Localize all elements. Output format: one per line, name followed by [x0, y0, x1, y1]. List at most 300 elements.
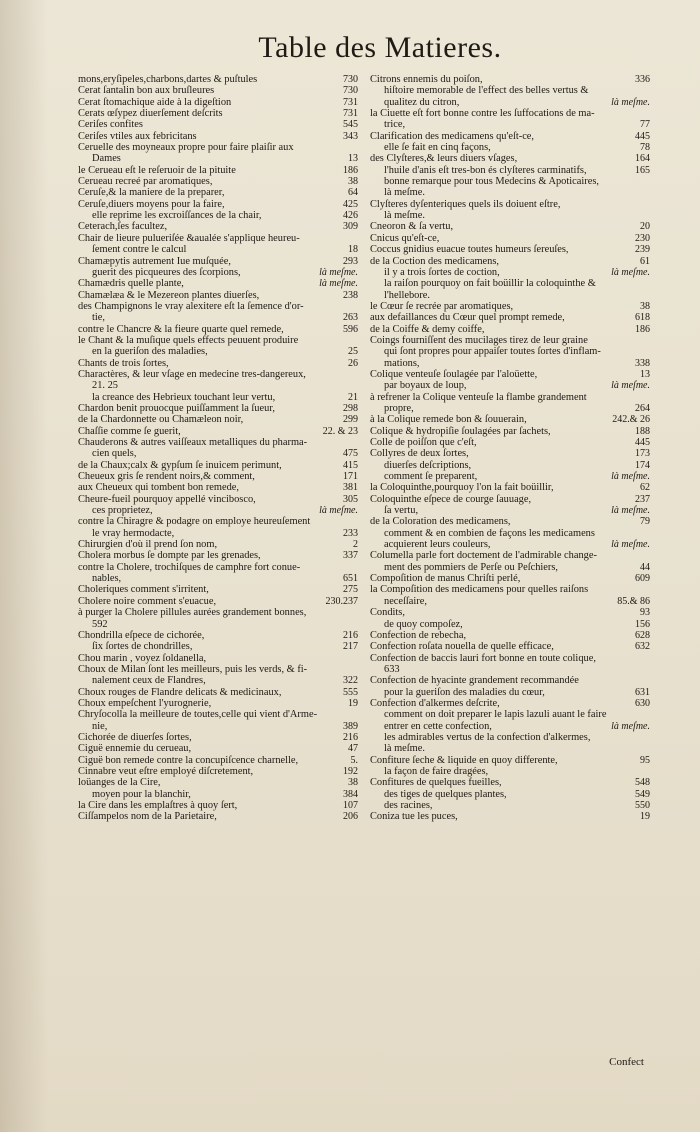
entry-page-number: 38	[348, 176, 358, 188]
entry-text: Columella parle fort doctement de l'admirable change-	[370, 550, 597, 562]
entry-page-number: 173	[635, 448, 650, 460]
index-entry	[370, 777, 650, 788]
entry-text: Chamædris quelle plante,	[78, 278, 184, 290]
entry-page-number: 188	[635, 425, 650, 437]
entry-page-number: 618	[635, 312, 650, 324]
index-entry	[78, 244, 358, 255]
entry-text: de la Chardonnette ou Chamæleon noir,	[78, 414, 244, 426]
entry-page-number: 630	[635, 697, 650, 709]
index-entry	[370, 460, 650, 471]
index-entry	[78, 369, 358, 380]
index-entry	[370, 392, 650, 403]
index-entry	[78, 301, 358, 312]
entry-page-number: 230.237	[325, 595, 358, 607]
entry-page-number: 237	[635, 493, 650, 505]
index-entry	[78, 732, 358, 743]
entry-text: Confection de hyacinte grandement recommandée	[370, 675, 579, 687]
entry-text: Clyſteres dyſenteriques quels ils doiuent eſtre,	[370, 198, 561, 210]
index-entry	[370, 176, 650, 187]
entry-text: des Champignons le vray alexitere eſt la ſemence d'or-	[78, 300, 304, 312]
entry-text: Compoſition de manus Chriſti perlé,	[370, 573, 521, 585]
entry-text: Confection de baccis lauri fort bonne en toute colique,	[370, 652, 596, 664]
entry-text: le Chant & la muſique quels effects peuuent produire	[78, 334, 299, 346]
entry-page-number: 62	[640, 482, 650, 494]
index-entry	[370, 290, 650, 301]
index-entry	[370, 584, 650, 595]
entry-text: ces proprietez,	[92, 505, 153, 517]
entry-page-number: 238	[343, 289, 358, 301]
entry-text: l'hellebore.	[384, 289, 431, 301]
index-entry	[370, 811, 650, 822]
entry-text: pour la gueriſon des maladies du cœur,	[384, 686, 545, 698]
catchword: Confect	[609, 1056, 644, 1068]
entry-text: cien quels,	[92, 448, 137, 460]
index-entry	[370, 131, 650, 142]
entry-text: la Ciuette eſt fort bonne contre les ſuffocations de ma-	[370, 108, 595, 120]
entry-page-number: 299	[343, 414, 358, 426]
entry-text: la Coloquinthe,pourquoy l'on la fait boüillir,	[370, 482, 554, 494]
entry-text: Cerats œſypez diuerſement deſcrits	[78, 108, 223, 120]
entry-text: de la Chaux;calx & gypſum ſe inuicem perimunt,	[78, 459, 282, 471]
entry-page-number: là meſme.	[611, 96, 650, 108]
entry-page-number: 64	[348, 187, 358, 199]
index-entry	[78, 221, 358, 232]
index-entry	[370, 324, 650, 335]
entry-text: moyen pour la blanchir,	[92, 788, 191, 800]
index-entry	[78, 528, 358, 539]
entry-page-number: 38	[640, 300, 650, 312]
entry-text: mations,	[384, 357, 420, 369]
entry-page-number: là meſme.	[319, 266, 358, 278]
entry-page-number: 156	[635, 618, 650, 630]
entry-text: Chair de lieure pulueriſée &aualée s'applique heureu-	[78, 232, 300, 244]
entry-text: là meſme.	[384, 187, 425, 199]
index-entry	[78, 131, 358, 142]
index-entry	[370, 743, 650, 754]
entry-text: ſa vertu,	[384, 505, 419, 517]
entry-text: Cheueux gris ſe rendent noirs,& comment,	[78, 471, 255, 483]
index-entry	[78, 641, 358, 652]
index-entry	[370, 142, 650, 153]
index-entry	[78, 562, 358, 573]
entry-page-number: 19	[640, 811, 650, 823]
entry-text: des tiges de quelques plantes,	[384, 788, 507, 800]
index-column-right	[370, 74, 650, 823]
index-entry	[78, 414, 358, 425]
index-entry	[78, 607, 358, 618]
index-entry	[78, 142, 358, 153]
index-entry	[78, 426, 358, 437]
index-entry	[78, 800, 358, 811]
index-entry	[78, 482, 358, 493]
index-entry	[78, 766, 358, 777]
entry-text: Ceruelle des moyneaux propre pour faire plaiſir aux	[78, 142, 294, 154]
index-entry	[78, 437, 358, 448]
entry-text: de la Coiffe & demy coiffe,	[370, 323, 485, 335]
entry-text: qualitez du citron,	[384, 96, 460, 108]
entry-text: Coccus gnidius euacue toutes humeurs ſereuſes,	[370, 244, 569, 256]
index-entry	[370, 244, 650, 255]
entry-page-number: 216	[343, 629, 358, 641]
entry-text: Chou marin , voyez ſoldanella,	[78, 652, 207, 664]
entry-text: Confitures de quelques fueilles,	[370, 777, 502, 789]
index-entry	[78, 743, 358, 754]
entry-text: comment ſe preparent,	[384, 471, 478, 483]
entry-text: de la Coloration des medicamens,	[370, 516, 511, 528]
index-entry	[370, 664, 650, 675]
index-entry	[78, 267, 358, 278]
index-entry	[370, 403, 650, 414]
entry-text: Cerat ſantalin bon aux bruſleures	[78, 85, 215, 97]
entry-text: en la gueriſon des maladies,	[92, 346, 208, 358]
index-entry	[370, 573, 650, 584]
entry-text: guerit des picqueures des ſcorpions,	[92, 266, 241, 278]
index-entry	[370, 528, 650, 539]
entry-page-number: 239	[635, 244, 650, 256]
index-entry	[370, 539, 650, 550]
entry-page-number: 475	[343, 448, 358, 460]
index-entry	[78, 392, 358, 403]
entry-page-number: 216	[343, 731, 358, 743]
entry-page-number: 242.& 26	[612, 414, 650, 426]
entry-page-number: 651	[343, 573, 358, 585]
index-entry	[370, 256, 650, 267]
entry-page-number: 381	[343, 482, 358, 494]
entry-text: Cerueau recreé par aromatiques,	[78, 176, 213, 188]
entry-page-number: 85.& 86	[617, 595, 650, 607]
index-entry	[370, 221, 650, 232]
entry-page-number: 18	[348, 244, 358, 256]
index-entry	[78, 687, 358, 698]
index-entry	[370, 153, 650, 164]
index-entry	[370, 789, 650, 800]
entry-text: Colle de poiſſon que c'eſt,	[370, 437, 477, 448]
entry-page-number: 632	[635, 641, 650, 653]
entry-page-number: 275	[343, 584, 358, 596]
entry-text: Chaſſie comme ſe guerit,	[78, 425, 181, 437]
index-entry	[370, 278, 650, 289]
index-entry	[78, 165, 358, 176]
index-entry	[78, 233, 358, 244]
index-entry	[370, 732, 650, 743]
index-entry	[370, 766, 650, 777]
index-entry	[370, 755, 650, 766]
index-entry	[370, 119, 650, 130]
index-entry	[78, 584, 358, 595]
entry-text: par boyaux de loup,	[384, 380, 467, 392]
entry-text: Choux empeſchent l'yurognerie,	[78, 697, 212, 709]
entry-page-number: 107	[343, 800, 358, 811]
entry-text: Colique & hydropiſie ſoulagées par ſachets,	[370, 425, 551, 437]
index-entry	[78, 664, 358, 675]
entry-page-number: 549	[635, 788, 650, 800]
entry-text: contre la Cholere, trochiſques de camphre fort conue-	[78, 561, 301, 573]
index-entry	[78, 755, 358, 766]
entry-text: Confection roſata nouella de quelle efficace,	[370, 641, 554, 653]
entry-page-number: 2	[353, 539, 358, 551]
index-entry	[370, 335, 650, 346]
entry-page-number: 555	[343, 686, 358, 698]
index-entry	[370, 369, 650, 380]
entry-text: mons,eryſipeles,charbons,dartes & puſtules	[78, 74, 258, 85]
entry-page-number: 596	[343, 323, 358, 335]
entry-text: Cerat ſtomachique aide à la digeſtion	[78, 96, 232, 108]
index-entry	[78, 324, 358, 335]
index-entry	[78, 630, 358, 641]
entry-text: Collyres de deux ſortes,	[370, 448, 469, 460]
entry-text: les admirables vertus de la confection d'alkermes,	[384, 731, 591, 743]
entry-page-number: 545	[343, 119, 358, 131]
entry-text: elle ſe fait en cinq façons,	[384, 142, 491, 154]
entry-page-number: 730	[343, 85, 358, 97]
index-entry	[370, 199, 650, 210]
index-entry	[370, 301, 650, 312]
index-entry	[78, 505, 358, 516]
entry-text: l'huile d'anis eſt tres-bon és clyſteres carminatifs,	[384, 164, 587, 176]
index-entry	[78, 573, 358, 584]
entry-text: tie,	[92, 312, 105, 324]
index-entry	[78, 335, 358, 346]
entry-page-number: 322	[343, 675, 358, 687]
entry-text: elle reprime les excroiſſances de la chair,	[92, 210, 262, 222]
entry-text: Chryſocolla la meilleure de toutes,celle qui vient d'Arme-	[78, 709, 318, 721]
entry-text: Confiture ſeche & liquide en quoy differente,	[370, 754, 558, 766]
entry-page-number: 609	[635, 573, 650, 585]
entry-page-number: là meſme.	[319, 278, 358, 290]
index-entry	[78, 256, 358, 267]
entry-text: la Cire dans les emplaſtres à quoy ſert,	[78, 800, 238, 811]
entry-text: Cneoron & ſa vertu,	[370, 221, 454, 233]
entry-page-number: 5.	[350, 754, 358, 766]
index-entry	[78, 675, 358, 686]
index-entry	[78, 346, 358, 357]
entry-page-number: 192	[343, 765, 358, 777]
entry-text: trice,	[384, 119, 406, 131]
entry-page-number: là meſme.	[319, 505, 358, 517]
entry-text: la façon de faire dragées,	[384, 765, 489, 777]
entry-text: 633	[384, 663, 400, 675]
index-entry	[370, 85, 650, 96]
index-entry	[370, 482, 650, 493]
entry-text: Chants de trois ſortes,	[78, 357, 169, 369]
index-entry	[78, 153, 358, 164]
entry-page-number: 20	[640, 221, 650, 233]
index-entry	[370, 448, 650, 459]
index-entry	[370, 108, 650, 119]
entry-text: Confection de rebecha,	[370, 629, 467, 641]
entry-page-number: 548	[635, 777, 650, 789]
index-entry	[78, 619, 358, 630]
entry-page-number: 22. & 23	[322, 425, 358, 437]
entry-page-number: 171	[343, 471, 358, 483]
entry-text: Ceriſes vtiles aux febricitans	[78, 130, 197, 142]
entry-text: Citrons ennemis du poiſon,	[370, 74, 483, 85]
index-entry	[370, 358, 650, 369]
entry-text: Choux rouges de Flandre delicats & medicinaux,	[78, 686, 282, 698]
entry-page-number: 78	[640, 142, 650, 154]
index-entry	[78, 108, 358, 119]
index-entry	[78, 698, 358, 709]
index-entry	[78, 777, 358, 788]
entry-text: la raiſon pourquoy on fait boüillir la coloquinthe &	[384, 278, 596, 290]
entry-text: il y a trois ſortes de coction,	[384, 266, 500, 278]
index-entry	[78, 97, 358, 108]
index-entry	[78, 278, 358, 289]
entry-text: Ceterach,ſes facultez,	[78, 221, 168, 233]
entry-text: le Cerueau eſt le reſeruoir de la pituite	[78, 164, 236, 176]
entry-text: Chirurgien d'où il prend ſon nom,	[78, 539, 218, 551]
entry-page-number: 384	[343, 788, 358, 800]
entry-page-number: là meſme.	[611, 720, 650, 732]
entry-text: Condits,	[370, 607, 405, 619]
entry-text: Clarification des medicamens qu'eſt-ce,	[370, 130, 535, 142]
entry-page-number: 186	[635, 323, 650, 335]
entry-text: Coings fourniſſent des mucilages tirez de leur graine	[370, 334, 588, 346]
entry-page-number: 38	[348, 777, 358, 789]
entry-text: Chardon benit prouocque puiſſamment la ſueur,	[78, 402, 275, 414]
entry-page-number: 79	[640, 516, 650, 528]
entry-page-number: 21	[348, 391, 358, 403]
index-entry	[370, 74, 650, 85]
entry-text: Cholera morbus ſe dompte par les grenades,	[78, 550, 261, 562]
entry-page-number: 233	[343, 527, 358, 539]
index-entry	[370, 619, 650, 630]
entry-page-number: là meſme.	[611, 471, 650, 483]
entry-page-number: 25	[348, 346, 358, 358]
entry-page-number: 337	[343, 550, 358, 562]
entry-text: nalement ceux de Flandres,	[92, 675, 206, 687]
entry-page-number: 206	[343, 811, 358, 823]
index-entry	[370, 187, 650, 198]
index-entry	[370, 641, 650, 652]
entry-text: à la Colique remede bon & ſouuerain,	[370, 414, 527, 426]
entry-text: 592	[92, 618, 108, 630]
entry-page-number: 336	[635, 74, 650, 85]
entry-text: à refrener la Colique venteuſe la flambe grandement	[370, 391, 587, 403]
index-entry	[78, 448, 358, 459]
entry-page-number: 217	[343, 641, 358, 653]
entry-text: Ciſſampelos nom de la Parietaire,	[78, 811, 217, 823]
index-entry	[78, 811, 358, 822]
entry-page-number: 230	[635, 232, 650, 244]
entry-text: Cholere noire comment s'euacue,	[78, 595, 217, 607]
index-entry	[370, 165, 650, 176]
entry-page-number: 338	[635, 357, 650, 369]
entry-page-number: 186	[343, 164, 358, 176]
entry-text: Colique venteuſe ſoulagée par l'aloüette,	[370, 368, 538, 380]
index-entry	[370, 312, 650, 323]
entry-text: aux defaillances du Cœur quel prompt remede,	[370, 312, 565, 324]
entry-text: ſix ſortes de chondrilles,	[92, 641, 193, 653]
entry-page-number: 13	[348, 153, 358, 165]
entry-page-number: 293	[343, 255, 358, 267]
index-entry	[370, 709, 650, 720]
index-entry	[78, 74, 358, 85]
index-entry	[370, 607, 650, 618]
entry-text: 21. 25	[92, 380, 118, 392]
entry-page-number: 550	[635, 800, 650, 811]
entry-text: Ciguë ennemie du cerueau,	[78, 743, 192, 755]
entry-page-number: 628	[635, 629, 650, 641]
index-entry	[78, 653, 358, 664]
entry-text: bonne remarque pour tous Medecins & Apoticaires,	[384, 176, 599, 188]
entry-page-number: 174	[635, 459, 650, 471]
entry-text: Cinnabre veut eſtre employé diſcretement,	[78, 765, 254, 777]
entry-page-number: 19	[348, 697, 358, 709]
entry-text: là meſme.	[384, 743, 425, 755]
entry-page-number: 165	[635, 164, 650, 176]
entry-text: de la Coction des medicamens,	[370, 255, 499, 267]
entry-text: Coloquinthe eſpece de courge ſauuage,	[370, 493, 532, 505]
entry-text: des Clyſteres,& leurs diuers vſages,	[370, 153, 518, 165]
entry-page-number: 44	[640, 561, 650, 573]
entry-text: qui ſont propres pour appaiſer toutes ſortes d'inflam-	[384, 346, 601, 358]
index-entry	[78, 403, 358, 414]
entry-page-number: 426	[343, 210, 358, 222]
entry-page-number: 164	[635, 153, 650, 165]
index-column-left	[78, 74, 358, 823]
entry-text: comment on doit preparer le lapis lazuli auant le faire	[384, 709, 607, 721]
entry-text: Ciguë bon remede contre la concupiſcence charnelle,	[78, 754, 299, 766]
index-entry	[370, 596, 650, 607]
entry-page-number: 95	[640, 754, 650, 766]
entry-page-number: 445	[635, 437, 650, 448]
entry-text: entrer en cette confection,	[384, 720, 492, 732]
entry-page-number: 309	[343, 221, 358, 233]
index-entry	[370, 630, 650, 641]
index-entry	[78, 596, 358, 607]
entry-page-number: là meſme.	[611, 380, 650, 392]
index-entry	[370, 97, 650, 108]
entry-text: des racines,	[384, 800, 433, 811]
index-entry	[370, 653, 650, 664]
entry-page-number: 77	[640, 119, 650, 131]
index-entry	[370, 698, 650, 709]
entry-page-number: 343	[343, 130, 358, 142]
entry-page-number: 731	[343, 96, 358, 108]
entry-text: diuerſes deſcriptions,	[384, 459, 472, 471]
index-entry	[78, 460, 358, 471]
entry-page-number: 415	[343, 459, 358, 471]
entry-text: loüanges de la Cire,	[78, 777, 161, 789]
index-entry	[78, 789, 358, 800]
entry-text: Cnicus qu'eſt-ce,	[370, 232, 440, 244]
entry-text: le vray hermodacte,	[92, 527, 175, 539]
entry-text: neceſſaire,	[384, 595, 427, 607]
index-entry	[370, 505, 650, 516]
entry-text: ment des pommiers de Perſe ou Peſchiers,	[384, 561, 559, 573]
index-entry	[78, 290, 358, 301]
index-entry	[370, 426, 650, 437]
entry-text: comment & en combien de façons les medicamens	[384, 527, 595, 539]
entry-text: Chondrilla eſpece de cichorée,	[78, 629, 205, 641]
entry-page-number: là meſme.	[611, 539, 650, 551]
entry-page-number: 263	[343, 312, 358, 324]
entry-text: Ceruſe,& la maniere de la preparer,	[78, 187, 225, 199]
entry-page-number: 93	[640, 607, 650, 619]
entry-page-number: 47	[348, 743, 358, 755]
entry-text: contre la Chiragre & podagre on employe heureuſement	[78, 516, 311, 528]
index-entry	[370, 494, 650, 505]
entry-text: là meſme.	[384, 210, 425, 222]
entry-text: Chamæpytis autrement Iue muſquée,	[78, 255, 231, 267]
entry-page-number: 264	[635, 402, 650, 414]
entry-text: Chamælæa & le Mezereon plantes diuerſes,	[78, 289, 260, 301]
entry-text: le Cœur ſe recrée par aromatiques,	[370, 300, 514, 312]
entry-text: Choux de Milan ſont les meilleurs, puis les verds, & fi-	[78, 663, 308, 675]
index-entry	[370, 233, 650, 244]
index-entry	[78, 721, 358, 732]
